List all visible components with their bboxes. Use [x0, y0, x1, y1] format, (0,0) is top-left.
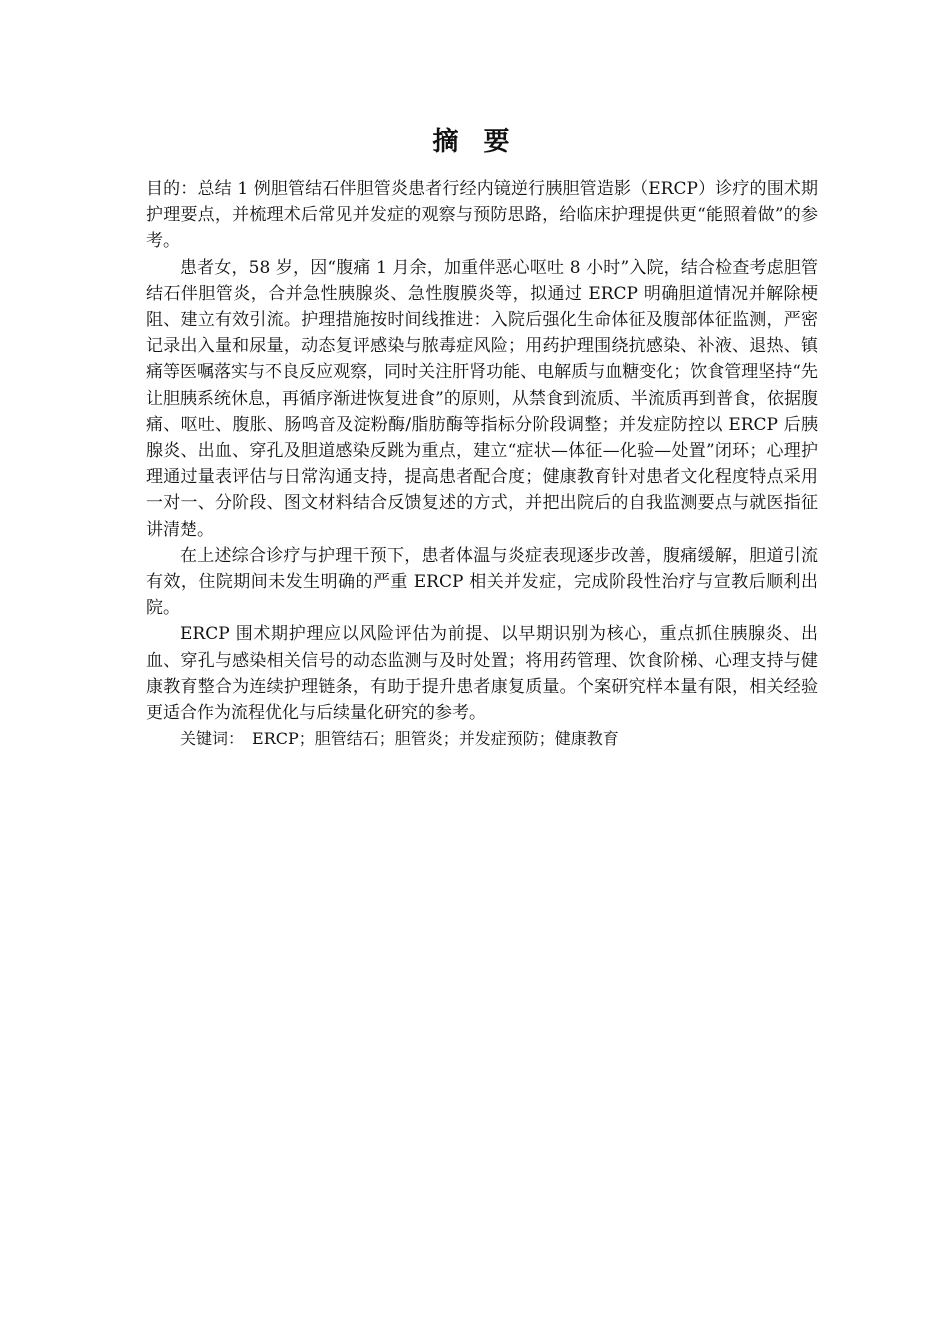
objective-paragraph	[146, 176, 818, 255]
keywords-text: ERCP；胆管结石；胆管炎；并发症预防；健康教育	[252, 729, 619, 749]
keywords-line	[146, 726, 818, 752]
abstract-body	[146, 176, 818, 752]
objective-label: 目的：	[146, 179, 198, 199]
page-title: 摘 要	[432, 127, 518, 157]
objective-text: 总结 1 例胆管结石伴胆管炎患者行经内镜逆行胰胆管造影（ERCP）诊疗的围术期护理要点，并梳理术后常见并发症的观察与预防思路，给临床护理提供更“能照着做”的参考。	[146, 179, 819, 252]
result-paragraph: 在上述综合诊疗与护理干预下，患者体温与炎症表现逐步改善，腹痛缓解，胆道引流有效，住院期间未发生明确的严重 ERCP 相关并发症，完成阶段性治疗与宣教后顺利出院。	[146, 545, 818, 619]
case-paragraph: 患者女，58 岁，因“腹痛 1 月余，加重伴恶心呕吐 8 小时”入院，结合检查考虑胆管结石伴胆管炎，合并急性胰腺炎、急性腹膜炎等，拟通过 ERCP 明确胆道情况并解除梗阻、建立有效引流。护理措施按时间线推进：入院后强化生命体征及腹部体征监测，严密记录出入量和尿量，动态复评感染与脓毒症风险；用药护理围绕抗感染、补液、退热、镇痛等医嘱落实与不良反应观察，同时关注肝肾功能、电解质与血糖变化；饮食管理坚持“先让胆胰系统休息，再循序渐进恢复进食”的原则，从禁食到流质、半流质再到普食，依据腹痛、呕吐、腹胀、肠鸣音及淀粉酶/脂肪酶等指标分阶段调整；并发症防控以 ERCP 后胰腺炎、出血、穿孔及胆道感染反跳为重点，建立“症状—体征—化验—处置”闭环；心理护理通过量表评估与日常沟通支持，提高患者配合度；健康教育针对患者文化程度特点采用一对一、分阶段、图文材料结合反馈复述的方式，并把出院后的自我监测要点与就医指征讲清楚。	[146, 257, 818, 540]
conclusion-paragraph: ERCP 围术期护理应以风险评估为前提、以早期识别为核心，重点抓住胰腺炎、出血、穿孔与感染相关信号的动态监测与及时处置；将用药管理、饮食阶梯、心理支持与健康教育整合为连续护理链条，有助于提升患者康复质量。个案研究样本量有限，相关经验更适合作为流程优化与后续量化研究的参考。	[146, 624, 818, 724]
keywords-label: 关键词：	[180, 729, 245, 749]
